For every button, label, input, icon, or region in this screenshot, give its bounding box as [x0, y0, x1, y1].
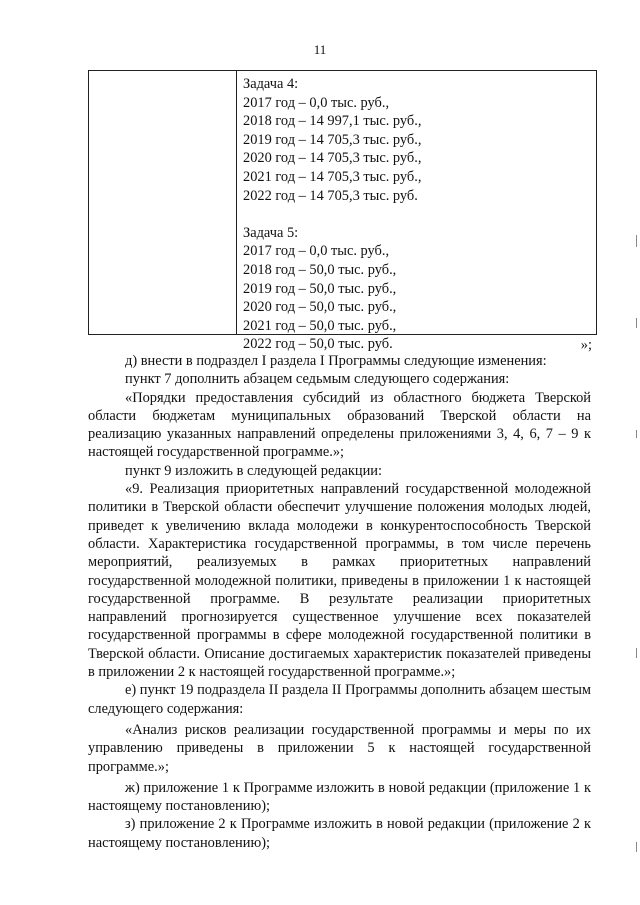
scan-margin-mark — [636, 318, 637, 328]
task4-line: 2019 год – 14 705,3 тыс. руб., — [243, 131, 422, 148]
paragraph: д) внести в подраздел I раздела I Программы следующие изменения: — [125, 353, 547, 369]
page-number: 11 — [313, 42, 327, 57]
task5-line: 2017 год – 0,0 тыс. руб., — [243, 243, 390, 260]
task4-title: Задача 4: — [243, 76, 299, 92]
scan-margin-mark — [636, 648, 637, 658]
task4-line: 2017 год – 0,0 тыс. руб., — [243, 94, 390, 111]
task5-line: 2022 год – 50,0 тыс. руб. — [243, 336, 393, 353]
paragraph: «Анализ рисков реализации государственной программы и меры по их управлению приведены в приложении 5 к настоящей государственной программе.»; — [88, 721, 591, 775]
table-cell-funding — [243, 75, 583, 354]
table-closing-quote: »; — [580, 337, 592, 353]
scan-margin-mark — [636, 842, 637, 852]
funding-table — [88, 70, 597, 353]
paragraph: пункт 7 дополнить абзацем седьмым следующего содержания: — [125, 371, 510, 388]
task5-line: 2020 год – 50,0 тыс. руб., — [243, 299, 397, 316]
paragraph: пункт 9 изложить в следующей редакции: — [125, 462, 382, 479]
paragraph: е) пункт 19 подраздела II раздела II Программы дополнить абзацем шестым следующего содержания: — [88, 682, 591, 717]
table-column-divider — [236, 71, 237, 334]
scan-margin-mark — [636, 235, 637, 247]
task4-line: 2022 год – 14 705,3 тыс. руб. — [243, 187, 418, 204]
paragraph: «Порядки предоставления субсидий из областного бюджета Тверской области бюджетам муниципальных образований Тверской области на реализацию указанных направлений определены приложениями 3, 4, 6, 7 – 9 к настоящей государственной программе.»; — [88, 389, 591, 461]
task4-line: 2021 год – 14 705,3 тыс. руб., — [243, 168, 422, 185]
task4-line: 2018 год – 14 997,1 тыс. руб., — [243, 113, 422, 130]
task4-line: 2020 год – 14 705,3 тыс. руб., — [243, 150, 422, 167]
task5-line: 2019 год – 50,0 тыс. руб., — [243, 280, 397, 297]
task5-line: 2021 год – 50,0 тыс. руб., — [243, 317, 397, 334]
paragraph: з) приложение 2 к Программе изложить в новой редакции (приложение 2 к настоящему постановлению); — [88, 816, 591, 851]
paragraph: «9. Реализация приоритетных направлений государственной молодежной политики в Тверской области обеспечит улучшение положения молодых людей, приведет к увеличению вклада молодежи в конкурентоспособность Тверской области. Характеристика государственной программы, в том числе перечень мероприятий, реализуемых в рамках приоритетных направлений государственной молодежной политики, приведены в приложении 1 к настоящей государственной программе. В результате реализации приоритетных направлений прогнозируется существенное улучшение всех показателей государственной программы в сфере молодежной государственной политики в Тверской области. Описание достигаемых характеристик показателей приведены в приложении 2 к настоящей государственной программе.»; — [88, 481, 591, 681]
task5-line: 2018 год – 50,0 тыс. руб., — [243, 261, 397, 278]
document-body — [88, 352, 591, 852]
paragraph: ж) приложение 1 к Программе изложить в новой редакции (приложение 1 к настоящему постановлению); — [88, 779, 591, 815]
task5-title: Задача 5: — [243, 224, 299, 241]
scan-margin-mark — [636, 430, 637, 438]
